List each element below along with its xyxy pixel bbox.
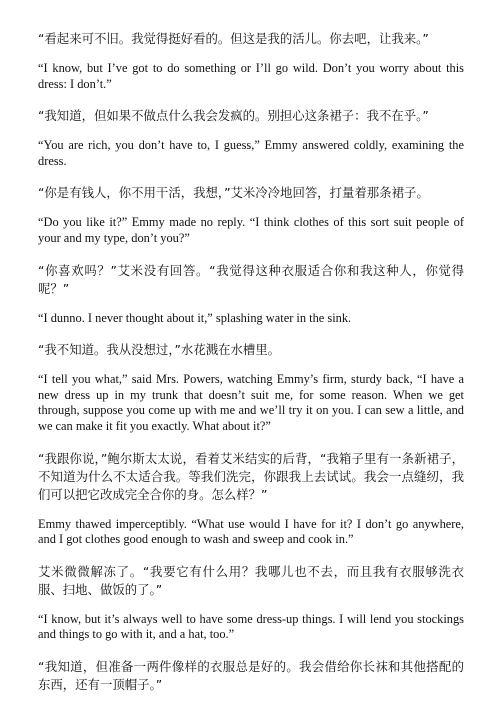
paragraph-zh-2: “我知道，但如果不做点什么我会发疯的。别担心这条裙子：我不在乎。” [38, 108, 429, 124]
paragraph-en-5: “I tell you what,” said Mrs. Powers, watching Emmy’s firm, sturdy back, “I have a new dress up in my trunk that doesn’t suit me, for some reason. When we get through, suppose you come up with me and we’ll try it on you. I can sew a little, and we can make it fit you exactly. What about it?” [38, 372, 464, 433]
paragraph-en-4: “I dunno. I never thought about it,” splashing water in the sink. [38, 310, 352, 325]
paragraph-en-7: “I know, but it’s always well to have some dress-up things. I will lend you stockings and things to go with it, and a hat, too.” [38, 611, 464, 642]
paragraph-en-2: “You are rich, you don’t have to, I guess,” Emmy answered coldly, examining the dress. [38, 138, 464, 168]
paragraph-zh-6: “我跟你说，”鲍尔斯太太说，看着艾米结实的后背，“我箱子里有一条新裙子，不知道为什么不太适合我。等我们洗完，你跟我上去试试。我会一点缝纫，我们可以把它改成完全合你的身。怎么样？” [38, 450, 464, 502]
paragraph-zh-4: “你喜欢吗？”艾米没有回答。“我觉得这种衣服适合你和我这种人，你觉得呢？” [38, 262, 464, 296]
paragraph-en-6: Emmy thawed imperceptibly. “What use would I have for it? I don’t go anywhere, and I got clothes good enough to wash and sweep and cook in.” [38, 516, 464, 547]
paragraph-zh-3: “你是有钱人，你不用干活，我想，”艾米冷冷地回答，打量着那条裙子。 [38, 185, 429, 201]
paragraph-en-1: “I know, but I’ve got to do something or I’ll go wild. Don’t you worry about this dress: I don’t.” [38, 61, 464, 91]
paragraph-zh-7: 艾米微微解冻了。“我要它有什么用？我哪儿也不去，而且我有衣服够洗衣服、扫地、做饭的了。” [38, 563, 464, 597]
paragraph-zh-5: “我不知道。我从没想过，”水花溅在水槽里。 [38, 342, 281, 358]
paragraph-zh-8: “我知道，但准备一两件像样的衣服总是好的。我会借给你长袜和其他搭配的东西，还有一顶帽子。” [38, 658, 464, 692]
paragraph-en-3: “Do you like it?” Emmy made no reply. “I think clothes of this sort suit people of your and my type, don’t you?” [38, 215, 464, 245]
paragraph-zh-1: “看起来可不旧。我觉得挺好看的。但这是我的活儿。你去吧，让我来。” [38, 31, 429, 46]
